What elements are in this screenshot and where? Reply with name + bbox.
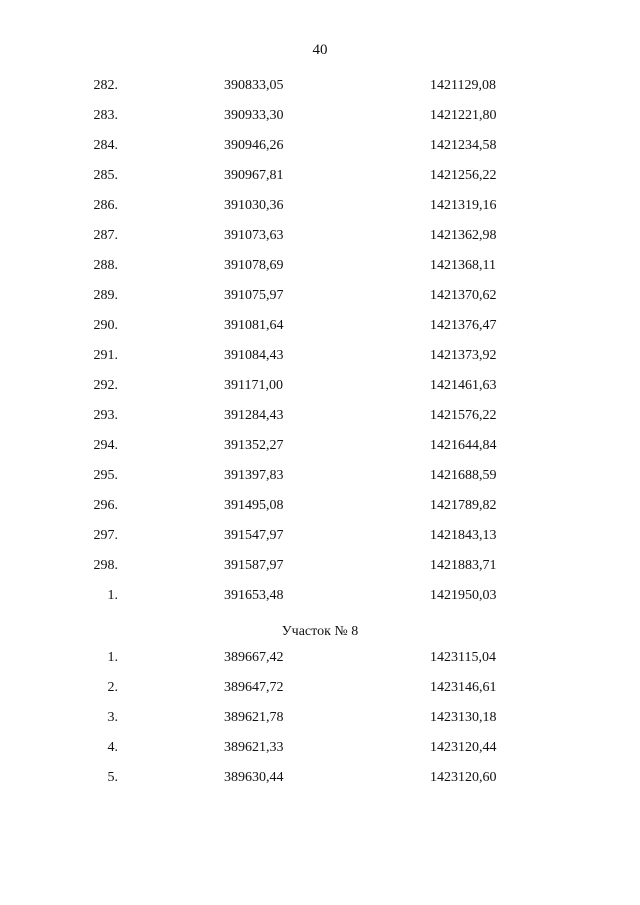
table-row [0, 526, 640, 546]
point-number: 297. [93, 528, 118, 543]
x-coordinate: 391084,43 [224, 348, 284, 363]
y-coordinate: 1421368,11 [430, 258, 496, 273]
table-row [0, 708, 640, 728]
x-coordinate: 390967,81 [224, 168, 284, 183]
point-number: 287. [93, 228, 118, 243]
point-number: 283. [93, 108, 118, 123]
table-row [0, 316, 640, 336]
y-coordinate: 1421370,62 [430, 288, 497, 303]
y-coordinate: 1421688,59 [430, 468, 497, 483]
table-row [0, 586, 640, 606]
x-coordinate: 391495,08 [224, 498, 284, 513]
y-coordinate: 1423146,61 [430, 680, 497, 695]
x-coordinate: 389667,42 [224, 650, 284, 665]
y-coordinate: 1421319,16 [430, 198, 497, 213]
x-coordinate: 391030,36 [224, 198, 284, 213]
point-number: 1. [107, 650, 118, 665]
x-coordinate: 391547,97 [224, 528, 284, 543]
point-number: 286. [93, 198, 118, 213]
point-number: 298. [93, 558, 118, 573]
table-row [0, 286, 640, 306]
y-coordinate: 1421234,58 [430, 138, 497, 153]
y-coordinate: 1421576,22 [430, 408, 497, 423]
y-coordinate: 1421362,98 [430, 228, 497, 243]
table-row [0, 346, 640, 366]
y-coordinate: 1421221,80 [430, 108, 497, 123]
x-coordinate: 389647,72 [224, 680, 284, 695]
y-coordinate: 1421256,22 [430, 168, 497, 183]
point-number: 2. [107, 680, 118, 695]
point-number: 284. [93, 138, 118, 153]
x-coordinate: 391352,27 [224, 438, 284, 453]
x-coordinate: 389621,33 [224, 740, 284, 755]
y-coordinate: 1423120,44 [430, 740, 497, 755]
point-number: 282. [93, 78, 118, 93]
x-coordinate: 391073,63 [224, 228, 284, 243]
table-row [0, 166, 640, 186]
x-coordinate: 390946,26 [224, 138, 284, 153]
table-row [0, 376, 640, 396]
point-number: 292. [93, 378, 118, 393]
table-row [0, 678, 640, 698]
y-coordinate: 1421843,13 [430, 528, 497, 543]
table-row [0, 556, 640, 576]
point-number: 285. [93, 168, 118, 183]
x-coordinate: 391075,97 [224, 288, 284, 303]
y-coordinate: 1423130,18 [430, 710, 497, 725]
y-coordinate: 1421644,84 [430, 438, 497, 453]
table-row [0, 648, 640, 668]
x-coordinate: 391171,00 [224, 378, 283, 393]
table-row [0, 136, 640, 156]
table-row [0, 76, 640, 96]
section-heading: Участок № 8 [281, 624, 359, 639]
y-coordinate: 1421789,82 [430, 498, 497, 513]
table-row [0, 466, 640, 486]
table-row [0, 768, 640, 788]
x-coordinate: 391078,69 [224, 258, 284, 273]
table-row [0, 436, 640, 456]
point-number: 3. [107, 710, 118, 725]
x-coordinate: 391587,97 [224, 558, 284, 573]
x-coordinate: 391081,64 [224, 318, 284, 333]
y-coordinate: 1421376,47 [430, 318, 497, 333]
point-number: 1. [107, 588, 118, 603]
table-row [0, 226, 640, 246]
y-coordinate: 1421373,92 [430, 348, 497, 363]
point-number: 290. [93, 318, 118, 333]
y-coordinate: 1423120,60 [430, 770, 497, 785]
page-number: 40 [312, 42, 328, 58]
point-number: 4. [107, 740, 118, 755]
point-number: 291. [93, 348, 118, 363]
x-coordinate: 390933,30 [224, 108, 284, 123]
table-row [0, 496, 640, 516]
x-coordinate: 389630,44 [224, 770, 284, 785]
x-coordinate: 389621,78 [224, 710, 284, 725]
table-row [0, 406, 640, 426]
x-coordinate: 390833,05 [224, 78, 284, 93]
point-number: 5. [107, 770, 118, 785]
y-coordinate: 1421129,08 [430, 78, 496, 93]
y-coordinate: 1421950,03 [430, 588, 497, 603]
y-coordinate: 1423115,04 [430, 650, 496, 665]
point-number: 295. [93, 468, 118, 483]
point-number: 289. [93, 288, 118, 303]
table-row [0, 196, 640, 216]
table-row [0, 738, 640, 758]
y-coordinate: 1421461,63 [430, 378, 497, 393]
table-row [0, 256, 640, 276]
point-number: 293. [93, 408, 118, 423]
point-number: 296. [93, 498, 118, 513]
x-coordinate: 391653,48 [224, 588, 284, 603]
point-number: 294. [93, 438, 118, 453]
point-number: 288. [93, 258, 118, 273]
x-coordinate: 391284,43 [224, 408, 284, 423]
y-coordinate: 1421883,71 [430, 558, 497, 573]
table-row [0, 106, 640, 126]
x-coordinate: 391397,83 [224, 468, 284, 483]
